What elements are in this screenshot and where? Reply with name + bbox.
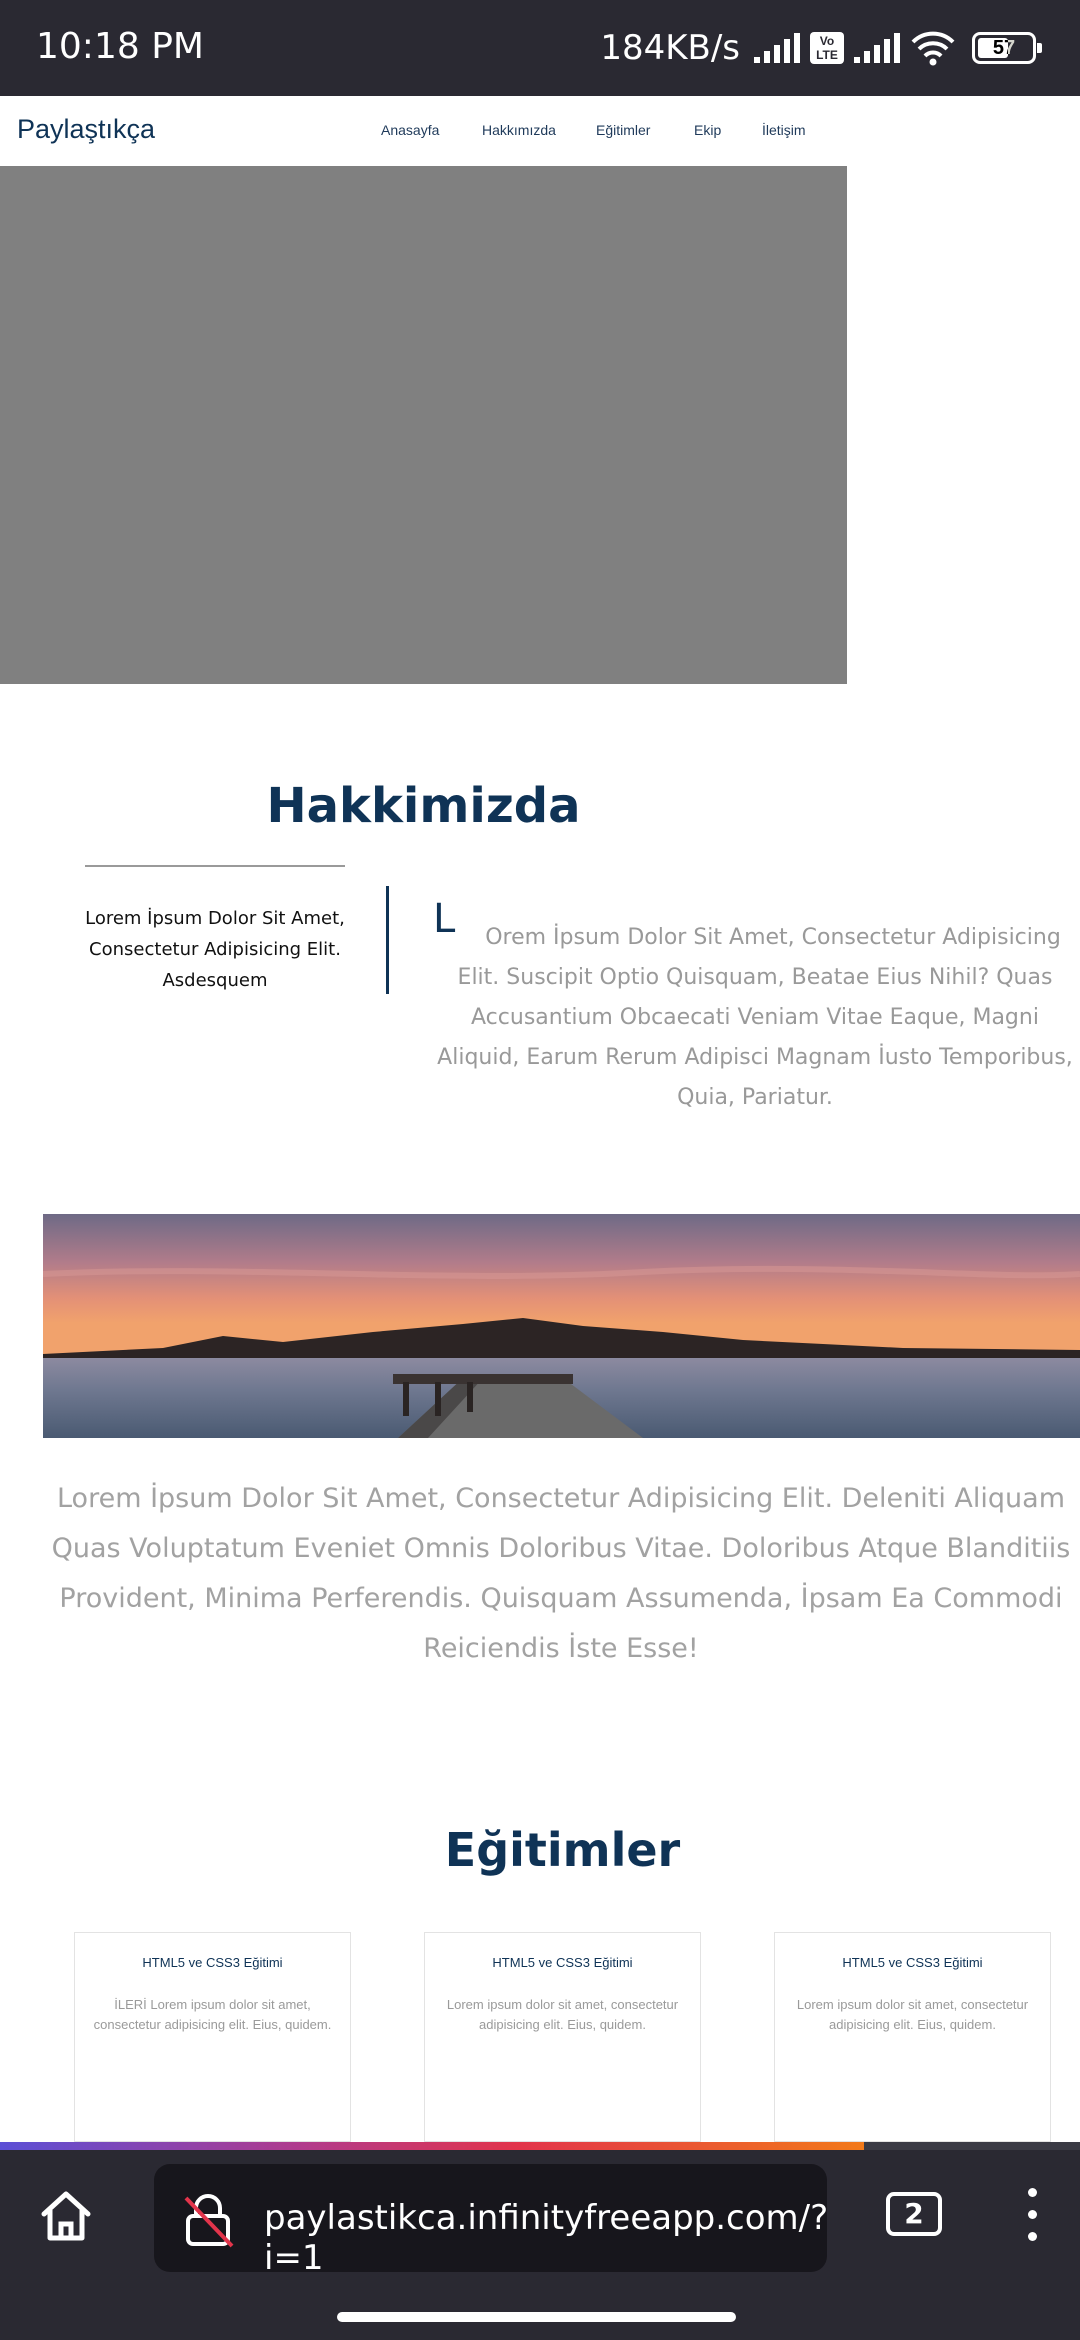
- about-drop-cap: L: [433, 896, 456, 942]
- battery-icon: [972, 32, 1036, 64]
- about-paragraph: Orem İpsum Dolor Sit Amet, Consectetur Adipisicing Elit. Suscipit Optio Quisquam, Beatae Eius Nihil? Quas Accusantium Obcaecati Veniam Vitae Eaque, Magni Aliquid, Earum Rerum Adipisci Magnam İusto Temporibus, Quia, Pariatur.: [437, 925, 1073, 1110]
- url-text[interactable]: paylastikca.infinityfreeapp.com/?i=1: [264, 2198, 829, 2278]
- about-left-text: Lorem İpsum Dolor Sit Amet, Consectetur Adipisicing Elit. Asdesquem: [85, 908, 345, 991]
- training-card[interactable]: [424, 1932, 701, 2142]
- address-bar[interactable]: [154, 2164, 829, 2278]
- hero-banner: [0, 166, 847, 684]
- training-card[interactable]: [74, 1932, 351, 2142]
- training-card-text: Lorem ipsum dolor sit amet, consectetur adipisicing elit. Eius, quidem.: [796, 1997, 1029, 2032]
- nav-link-iletisim[interactable]: İletişim: [762, 122, 806, 138]
- training-card-text: Lorem ipsum dolor sit amet, consectetur adipisicing elit. Eius, quidem.: [446, 1997, 679, 2032]
- more-vert-icon[interactable]: [1022, 2186, 1042, 2246]
- wifi-icon: [910, 30, 956, 66]
- status-time: 10:18 PM: [36, 26, 204, 67]
- nav-link-anasayfa[interactable]: Anasayfa: [381, 122, 440, 138]
- training-card-text: İLERİ Lorem ipsum dolor sit amet, consectetur adipisicing elit. Eius, quidem.: [93, 1997, 332, 2032]
- gesture-handle[interactable]: [337, 2312, 736, 2322]
- page-load-progress: [0, 2142, 1080, 2150]
- training-card-title: HTML5 ve CSS3 Eğitimi: [492, 1955, 633, 1970]
- network-speed: 184KB/s: [600, 28, 740, 68]
- description-paragraph: Lorem İpsum Dolor Sit Amet, Consectetur Adipisicing Elit. Deleniti Aliquam Quas Voluptatum Eveniet Omnis Doloribus Vitae. Doloribus Atque Blanditiis Provident, Minima Perferendis. Quisquam Assumenda, İpsam Ea Commodi Reiciendis İste Esse!: [51, 1483, 1071, 1664]
- nav-link-hakkimizda[interactable]: Hakkımızda: [482, 122, 556, 138]
- signal-icon: [754, 33, 800, 63]
- home-icon[interactable]: [36, 2186, 96, 2246]
- page-load-progress-fill: [0, 2142, 864, 2150]
- training-card-title: HTML5 ve CSS3 Eğitimi: [842, 1955, 983, 1970]
- nav-link-egitimler[interactable]: Eğitimler: [596, 122, 651, 138]
- trainings-title: Eğitimler: [444, 1823, 681, 1877]
- about-vertical-bar: [386, 886, 389, 994]
- status-icons: [600, 24, 1036, 72]
- tabs-icon[interactable]: 2: [886, 2192, 942, 2236]
- nav-link-ekip[interactable]: Ekip: [694, 122, 722, 138]
- about-divider: [85, 865, 345, 867]
- training-card-title: HTML5 ve CSS3 Eğitimi: [142, 1955, 283, 1970]
- site-navbar: [0, 96, 1080, 166]
- battery-level: 57: [992, 37, 1016, 59]
- training-card[interactable]: [774, 1932, 1051, 2142]
- about-title: Hakkimizda: [266, 778, 581, 834]
- site-brand[interactable]: Paylaştıkça: [17, 114, 156, 144]
- volte-icon: Vo LTE: [810, 32, 844, 64]
- sunset-pier-image: [43, 1214, 1080, 1438]
- status-bar: [0, 0, 1080, 96]
- not-secure-lock-icon[interactable]: [182, 2194, 234, 2248]
- signal-icon-2: [854, 33, 900, 63]
